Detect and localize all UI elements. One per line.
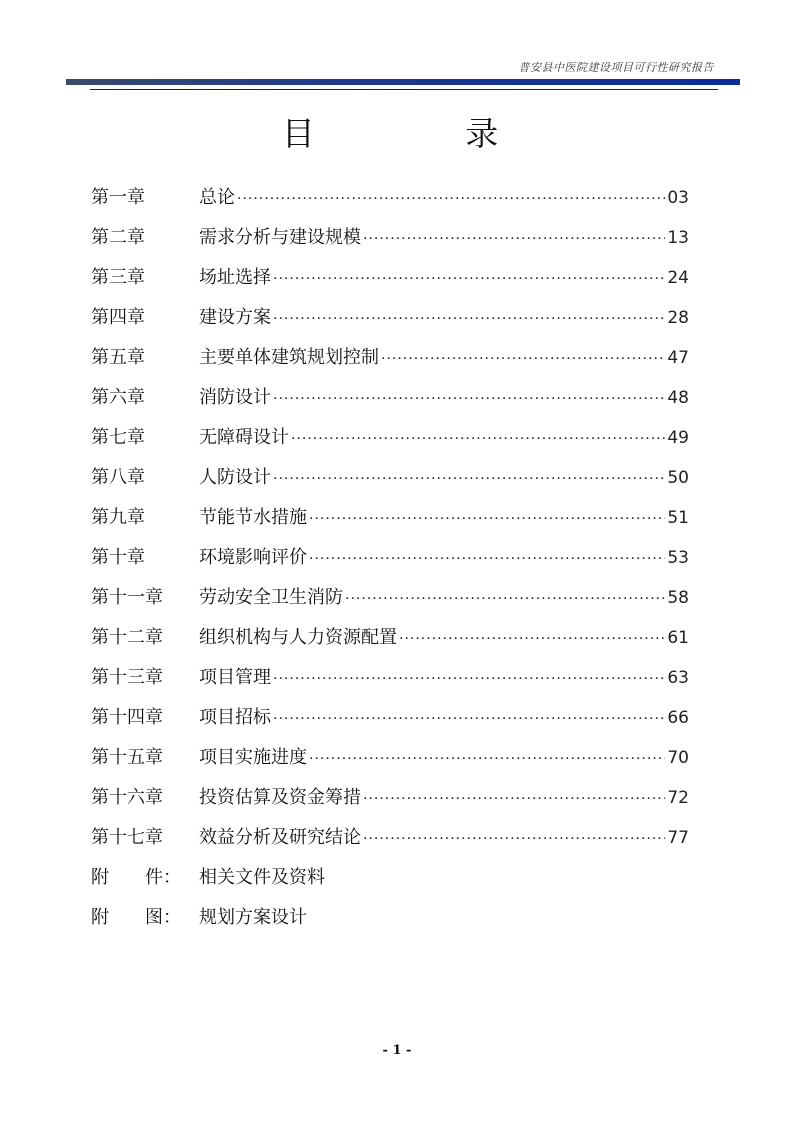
toc-chapter-title: 组织机构与人力资源配置 xyxy=(199,627,397,648)
toc-chapter-title: 人防设计 xyxy=(199,467,271,488)
toc-chapter-title: 消防设计 xyxy=(199,387,271,408)
toc-dot-leader xyxy=(309,541,665,577)
toc-dot-leader xyxy=(309,501,665,537)
appendix-label-suffix: 图： xyxy=(145,907,181,928)
toc-entry[interactable] xyxy=(91,820,689,860)
toc-chapter-label: 第九章 xyxy=(91,507,145,528)
toc-entry[interactable] xyxy=(91,780,689,820)
toc-chapter-title: 节能节水措施 xyxy=(199,507,307,528)
toc-page-number: 77 xyxy=(667,828,689,848)
toc-chapter-title: 无障碍设计 xyxy=(199,427,289,448)
toc-page-number: 63 xyxy=(667,668,689,688)
toc-chapter-label: 第六章 xyxy=(91,387,145,408)
toc-page-number: 48 xyxy=(667,388,689,408)
toc-dot-leader xyxy=(363,221,665,257)
toc-page-number: 03 xyxy=(667,188,689,208)
page-number: - 1 - xyxy=(382,1043,412,1058)
toc-chapter-label: 第四章 xyxy=(91,307,145,328)
toc-dot-leader xyxy=(381,341,665,377)
toc-page-number: 47 xyxy=(667,348,689,368)
toc-entry[interactable] xyxy=(91,340,689,380)
header-rule-thin xyxy=(90,89,718,90)
toc-entry[interactable] xyxy=(91,220,689,260)
toc-chapter-label: 第十七章 xyxy=(91,827,163,848)
toc-chapter-title: 总论 xyxy=(199,187,235,208)
toc-dot-leader xyxy=(309,741,665,777)
toc-dot-leader xyxy=(363,781,665,817)
toc-page-number: 61 xyxy=(667,628,689,648)
toc-chapter-title: 项目招标 xyxy=(199,707,271,728)
toc-chapter-label: 第十章 xyxy=(91,547,145,568)
toc-chapter-title: 环境影响评价 xyxy=(199,547,307,568)
toc-entry[interactable] xyxy=(91,180,689,220)
toc-chapter-title: 项目实施进度 xyxy=(199,747,307,768)
toc-entry[interactable] xyxy=(91,580,689,620)
toc-dot-leader xyxy=(273,381,665,417)
toc-chapter-label: 第十四章 xyxy=(91,707,163,728)
toc-chapter-label: 第十三章 xyxy=(91,667,163,688)
appendix-label xyxy=(91,900,199,936)
toc-chapter-label: 第七章 xyxy=(91,427,145,448)
toc-dot-leader xyxy=(399,621,665,657)
toc-dot-leader xyxy=(273,261,665,297)
toc-entry[interactable] xyxy=(91,460,689,500)
toc-chapter-label: 第八章 xyxy=(91,467,145,488)
toc-entry[interactable] xyxy=(91,620,689,660)
toc-entry[interactable] xyxy=(91,300,689,340)
toc-chapter-label: 第一章 xyxy=(91,187,145,208)
toc-chapter-title: 场址选择 xyxy=(199,267,271,288)
toc-chapter-title: 需求分析与建设规模 xyxy=(199,227,361,248)
appendix-label-prefix: 附 xyxy=(91,867,109,888)
toc-entry[interactable] xyxy=(91,500,689,540)
toc-chapter-title: 建设方案 xyxy=(199,307,271,328)
toc-page-number: 49 xyxy=(667,428,689,448)
toc-page-number: 24 xyxy=(667,268,689,288)
appendix-title: 规划方案设计 xyxy=(199,907,307,928)
header-document-title: 普安县中医院建设项目可行性研究报告 xyxy=(518,61,714,74)
toc-entry[interactable] xyxy=(91,700,689,740)
toc-chapter-title: 主要单体建筑规划控制 xyxy=(199,347,379,368)
toc-chapter-label: 第十五章 xyxy=(91,747,163,768)
toc-chapter-title: 劳动安全卫生消防 xyxy=(199,587,343,608)
toc-heading: 目 录 xyxy=(281,114,569,153)
toc-page-number: 66 xyxy=(667,708,689,728)
toc-page-number: 50 xyxy=(667,468,689,488)
toc-dot-leader xyxy=(273,701,665,737)
toc-page-number: 70 xyxy=(667,748,689,768)
toc-page-number: 58 xyxy=(667,588,689,608)
toc-chapter-label: 第十六章 xyxy=(91,787,163,808)
toc-entry[interactable] xyxy=(91,420,689,460)
toc-page-number: 51 xyxy=(667,508,689,528)
toc-chapter-label: 第五章 xyxy=(91,347,145,368)
toc-chapter-label: 第三章 xyxy=(91,267,145,288)
header-rule-thick xyxy=(66,79,740,85)
table-of-contents xyxy=(91,180,689,940)
toc-chapter-label: 第十一章 xyxy=(91,587,163,608)
toc-dot-leader xyxy=(273,461,665,497)
toc-entry[interactable] xyxy=(91,740,689,780)
toc-chapter-label: 第十二章 xyxy=(91,627,163,648)
toc-dot-leader xyxy=(345,581,665,617)
toc-entry[interactable] xyxy=(91,380,689,420)
toc-dot-leader xyxy=(363,821,665,857)
toc-page-number: 53 xyxy=(667,548,689,568)
toc-page-number: 13 xyxy=(667,228,689,248)
toc-chapter-title: 效益分析及研究结论 xyxy=(199,827,361,848)
appendix-label xyxy=(91,860,199,896)
toc-page-number: 72 xyxy=(667,788,689,808)
toc-entry[interactable] xyxy=(91,260,689,300)
appendix-title: 相关文件及资料 xyxy=(199,867,325,888)
toc-dot-leader xyxy=(273,661,665,697)
toc-page-number: 28 xyxy=(667,308,689,328)
toc-chapter-title: 投资估算及资金筹措 xyxy=(199,787,361,808)
toc-dot-leader xyxy=(291,421,665,457)
appendix-label-prefix: 附 xyxy=(91,907,109,928)
appendix-label-suffix: 件： xyxy=(145,867,181,888)
toc-chapter-label: 第二章 xyxy=(91,227,145,248)
toc-chapter-title: 项目管理 xyxy=(199,667,271,688)
toc-entry[interactable] xyxy=(91,660,689,700)
toc-dot-leader xyxy=(237,181,665,217)
toc-dot-leader xyxy=(273,301,665,337)
toc-appendix-entry[interactable] xyxy=(91,860,689,900)
toc-entry[interactable] xyxy=(91,540,689,580)
toc-appendix-entry[interactable] xyxy=(91,900,689,940)
